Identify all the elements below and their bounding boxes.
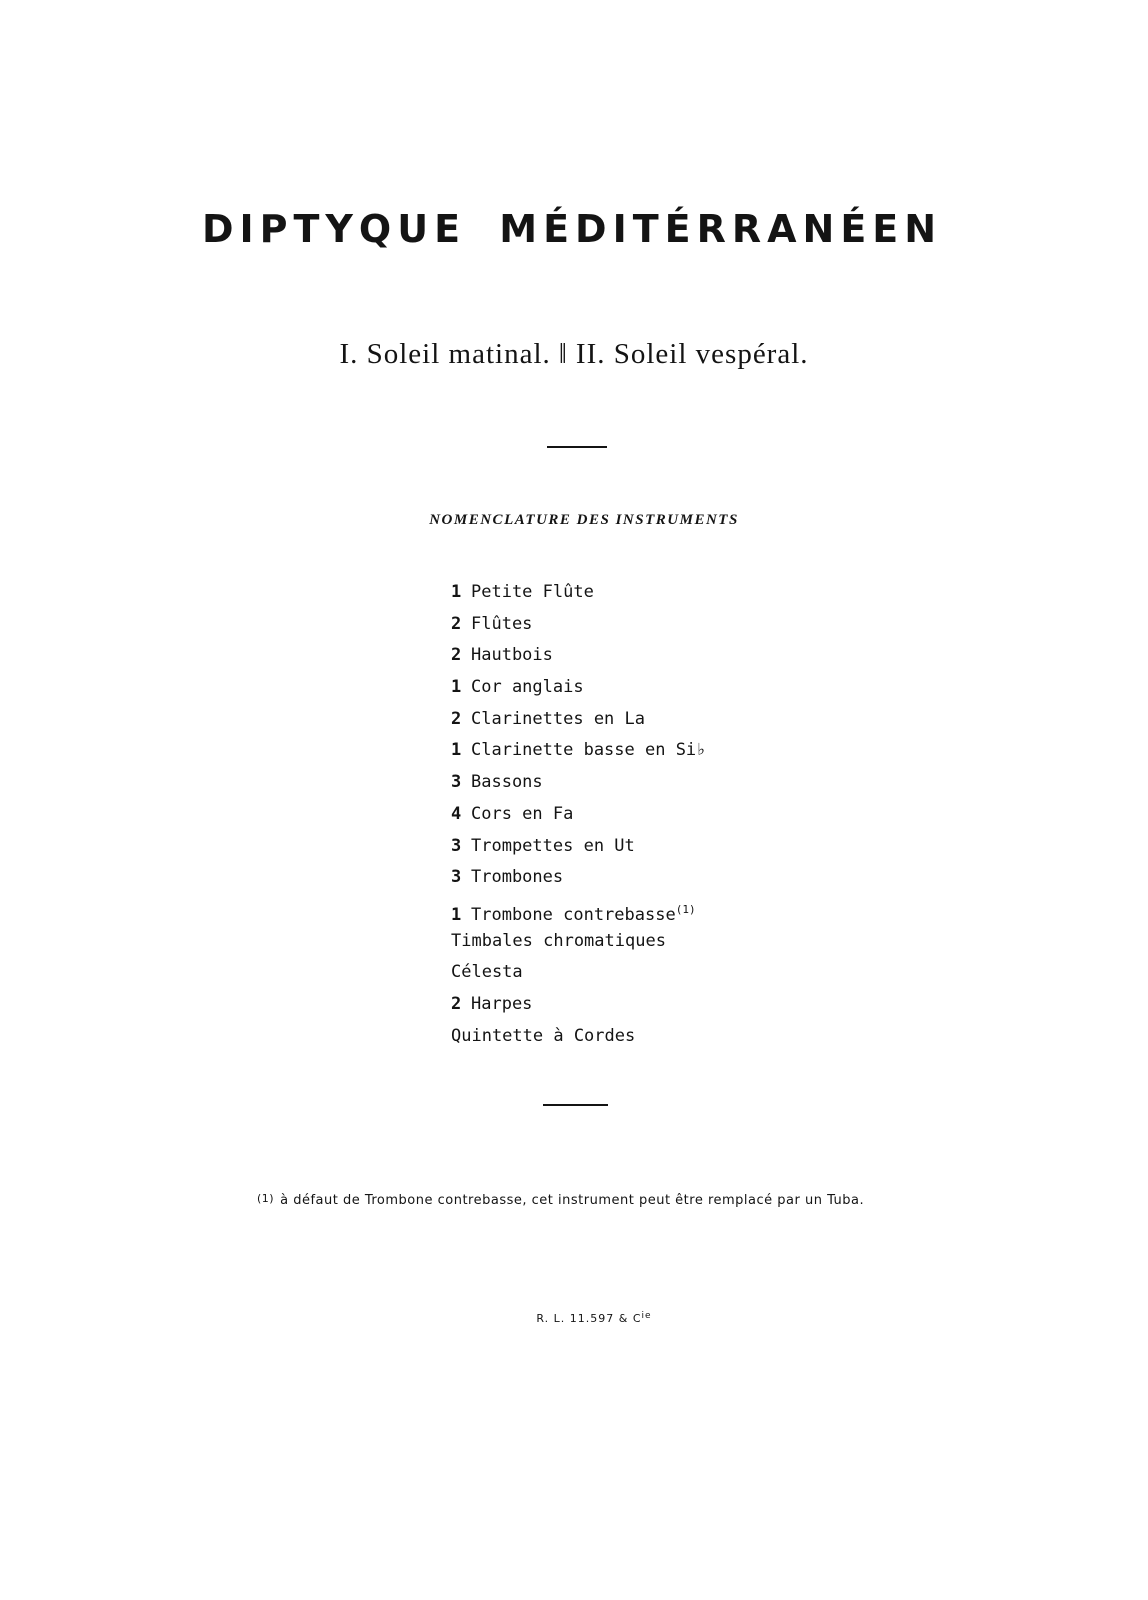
instrument-item — [451, 799, 706, 831]
instrument-item — [451, 672, 706, 704]
divider-bottom — [543, 1104, 608, 1106]
footnote-reference: (1) — [675, 902, 696, 916]
instrument-item — [451, 989, 706, 1021]
instrument-item — [451, 735, 706, 767]
footnote-text: à défaut de Trombone contrebasse, cet instrument peut être remplacé par un Tuba. — [280, 1193, 865, 1208]
instrument-count: 1 — [451, 740, 462, 761]
instrument-item — [451, 831, 706, 863]
instrument-item — [451, 926, 706, 958]
instrument-count: 2 — [451, 993, 462, 1014]
instrument-count: 1 — [451, 582, 462, 602]
instrument-name: Hautbois — [471, 645, 553, 666]
instrument-list — [451, 577, 706, 1052]
instrument-name: Clarinette basse en Si♭ — [471, 740, 707, 761]
instrument-item — [451, 704, 706, 736]
instrument-name: Petite Flûte — [471, 582, 594, 602]
instrument-name: Cor anglais — [471, 677, 584, 698]
instrument-item — [451, 957, 706, 989]
nomenclature-heading: NOMENCLATURE DES INSTRUMENTS — [429, 512, 739, 528]
instrument-count: 4 — [451, 803, 462, 824]
page-title: DIPTYQUE MÉDITÉRRANÉEN — [201, 207, 943, 251]
instrument-name: Trombones — [471, 867, 564, 888]
instrument-count: 2 — [451, 613, 462, 634]
movements-line — [0, 338, 1148, 371]
instrument-name: Célesta — [451, 962, 523, 983]
instrument-count: 1 — [451, 904, 462, 925]
footnote-mark: (1) — [257, 1192, 275, 1205]
instrument-name: Trombone contrebasse — [471, 904, 676, 925]
movement-separator: ‖ — [558, 338, 568, 370]
instrument-name: Cors en Fa — [471, 803, 574, 824]
movement-2: II. Soleil vespéral. — [575, 338, 809, 370]
instrument-name: Trompettes en Ut — [471, 835, 635, 856]
instrument-count: 3 — [451, 835, 462, 856]
instrument-item — [451, 767, 706, 799]
instrument-name: Harpes — [471, 993, 533, 1014]
instrument-name: Timbales chromatiques — [451, 930, 666, 951]
instrument-count: 3 — [451, 772, 462, 793]
instrument-count: 3 — [451, 867, 462, 888]
instrument-item — [451, 1021, 706, 1053]
instrument-count: 2 — [451, 645, 462, 666]
instrument-count: 1 — [451, 677, 462, 698]
instrument-count: 2 — [451, 708, 462, 729]
divider-top — [547, 446, 607, 448]
instrument-item — [451, 640, 706, 672]
plate-number — [20, 1311, 1148, 1325]
instrument-item — [451, 862, 706, 894]
instrument-item — [451, 894, 706, 926]
plate-number-text: R. L. 11.597 & C — [536, 1312, 642, 1325]
instrument-name: Flûtes — [471, 613, 533, 634]
plate-number-suffix: ie — [641, 1311, 652, 1321]
movement-1: I. Soleil matinal. — [339, 338, 551, 370]
instrument-name: Bassons — [471, 772, 543, 793]
instrument-item — [451, 609, 706, 641]
instrument-name: Clarinettes en La — [471, 708, 645, 729]
instrument-item — [451, 577, 706, 609]
footnote — [257, 1192, 864, 1208]
instrument-name: Quintette à Cordes — [451, 1025, 636, 1046]
